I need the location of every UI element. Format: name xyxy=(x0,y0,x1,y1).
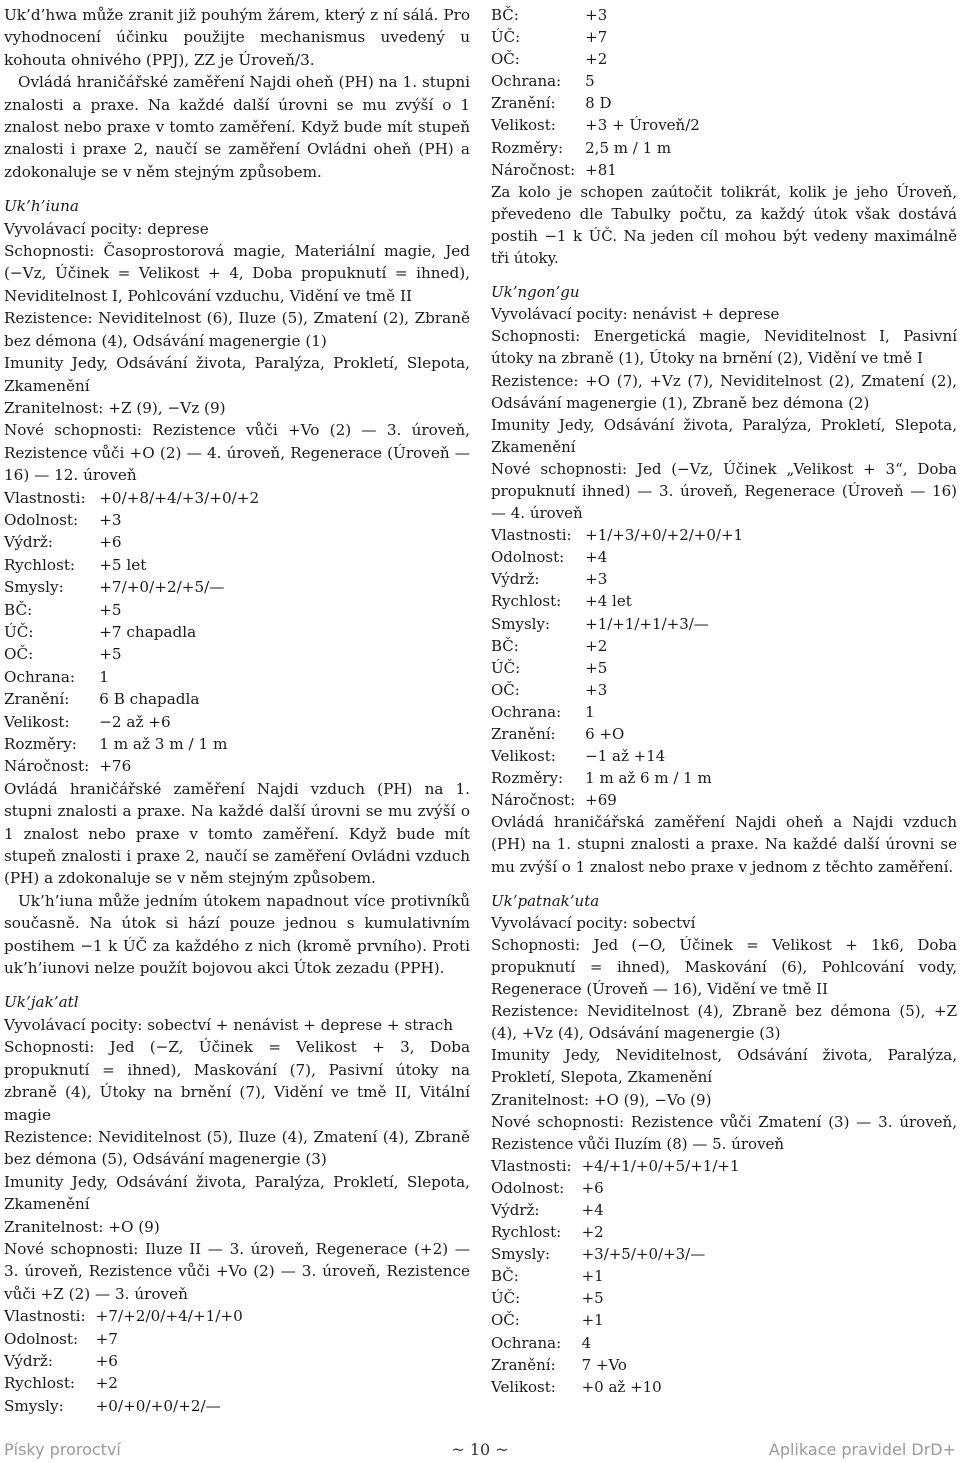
stat-row xyxy=(491,524,743,546)
stat-label: Smysly: xyxy=(4,1396,64,1415)
stat-value: 5 xyxy=(585,72,595,91)
stat-value: +1 xyxy=(581,1311,604,1330)
stat-label: Rychlost: xyxy=(491,592,562,611)
stat-row xyxy=(491,546,743,568)
stat-label: Vlastnosti: xyxy=(491,526,572,545)
stat-row xyxy=(491,70,700,92)
stat-row xyxy=(4,643,259,665)
stat-value: −2 až +6 xyxy=(99,712,171,731)
creature-line: Rezistence: Neviditelnost (5), Iluze (4), Zmatení (4), Zbraně bez démona (5), Odsávání magenergie (3) xyxy=(4,1127,470,1169)
creature-line: Vyvolávací pocity: deprese xyxy=(4,219,209,238)
stat-block xyxy=(4,1305,243,1417)
stat-row xyxy=(491,1177,740,1199)
stat-value: +5 xyxy=(585,658,608,677)
stat-value: 1 m až 6 m / 1 m xyxy=(585,769,712,788)
stat-label: Vlastnosti: xyxy=(4,1307,86,1326)
stat-label: Rozměry: xyxy=(491,769,564,788)
stat-value: +0/+8/+4/+3/+0/+2 xyxy=(99,488,260,507)
creature-line: Schopnosti: Jed (−O, Účinek = Velikost + 1k6, Doba propuknutí = ihned), Maskování (6), Pohlcování vody, Regenerace (Úroveň — 16), Vidění ve tmě II xyxy=(491,935,957,999)
stat-value: +7 chapadla xyxy=(99,622,197,641)
stat-row xyxy=(491,1332,740,1354)
stat-row xyxy=(491,1199,740,1221)
stat-value: +2 xyxy=(95,1374,118,1393)
creature-heading: Uk’patnak’uta xyxy=(491,891,600,910)
stat-row xyxy=(4,509,259,531)
stat-block xyxy=(491,1155,740,1398)
stat-row xyxy=(491,701,743,723)
stat-label: ÚČ: xyxy=(491,1289,521,1308)
stat-label: Smysly: xyxy=(491,614,550,633)
spacer xyxy=(4,979,470,991)
footer-series-title: Aplikace pravidel DrD+ xyxy=(768,1440,956,1459)
stat-row xyxy=(491,613,743,635)
stat-row xyxy=(491,92,700,114)
stat-value: +5 let xyxy=(99,555,147,574)
spacer xyxy=(4,183,470,195)
spacer xyxy=(491,878,957,890)
creature-paragraph: Za kolo je schopen zaútočit tolikrát, kolik je jeho Úroveň, převedeno dle Tabulky počtu, za každý útok však dostává postih −1 k ÚČ. Na jeden cíl mohou být vedeny maximálně tři útoky. xyxy=(491,182,957,268)
creature-paragraph: Ovládá hraničářské zaměření Najdi vzduch (PH) na 1. stupni znalosti a praxe. Na každé další úrovni se mu zvýší o 1 znalost nebo praxe v tomto zaměření. Když bude mít stupeň znalosti i praxe 2, naučí se zaměření Ovládni vzduch (PH) a zdokonaluje se v něm stejným způsobem. xyxy=(4,779,470,888)
stat-row xyxy=(491,789,743,811)
stat-value: +2 xyxy=(585,636,608,655)
stat-label: Rychlost: xyxy=(491,1223,562,1242)
creature-heading: Uk’jak’atl xyxy=(4,993,79,1012)
stat-value: +69 xyxy=(585,791,617,810)
stat-label: Zranění: xyxy=(491,1355,556,1374)
creature-line: Zranitelnost: +Z (9), −Vz (9) xyxy=(4,398,226,417)
stat-label: Náročnost: xyxy=(4,757,90,776)
stat-label: OČ: xyxy=(491,1311,520,1330)
stat-row xyxy=(491,114,700,136)
stat-label: Velikost: xyxy=(491,1377,556,1396)
creature-line: Rezistence: Neviditelnost (4), Zbraně bez démona (5), +Z (4), +Vz (4), Odsávání magenergie (3) xyxy=(491,1002,957,1043)
stat-row xyxy=(491,137,700,159)
stat-value: −1 až +14 xyxy=(585,747,666,766)
stat-row xyxy=(4,1395,243,1417)
stat-label: Ochrana: xyxy=(491,1333,562,1352)
footer-book-title: Písky proroctví xyxy=(4,1440,121,1459)
stat-block xyxy=(4,487,259,778)
stat-label: Zranění: xyxy=(491,94,556,113)
stat-row xyxy=(4,531,259,553)
right-column xyxy=(491,4,957,1398)
stat-label: Odolnost: xyxy=(491,1178,565,1197)
stat-label: Vlastnosti: xyxy=(491,1156,572,1175)
creature-paragraph: Ovládá hraničářská zaměření Najdi oheň a Najdi vzduch (PH) na 1. stupni znalosti a praxe. Na každé další úrovni se mu zvýší o 1 znalost nebo praxe v jednom z těchto zaměření. xyxy=(491,813,957,876)
stat-row xyxy=(4,1350,243,1372)
intro-paragraph: Ovládá hraničářské zaměření Najdi oheň (PH) na 1. stupni znalosti a praxe. Na každé další úrovni se mu zvýší o 1 znalost nebo praxe v tomto zaměření. Když bude mít stupeň znalosti i praxe 2, naučí se zaměření Ovládni oheň (PH) a zdokonaluje se v něm stejným způsobem. xyxy=(4,73,470,181)
creature-line: Rezistence: Neviditelnost (6), Iluze (5), Zmatení (2), Zbraně bez démona (4), Odsávání magenergie (1) xyxy=(4,309,470,350)
stat-row xyxy=(4,487,259,509)
stat-value: +1/+1/+1/+3/— xyxy=(585,614,709,633)
stat-row xyxy=(491,679,743,701)
stat-label: BČ: xyxy=(491,6,519,24)
stat-label: Rychlost: xyxy=(4,1374,76,1393)
creature-line: Schopnosti: Energetická magie, Neviditelnost I, Pasivní útoky na zbraně (1), Útoky na brnění (2), Vidění ve tmě I xyxy=(491,327,957,368)
page-footer xyxy=(0,1438,960,1463)
page-number: ~ 10 ~ xyxy=(451,1440,509,1459)
stat-value: +7/+0/+2/+5/— xyxy=(99,578,225,597)
stat-value: +3 xyxy=(99,510,122,529)
stat-value: +5 xyxy=(581,1289,604,1308)
creature-line: Nové schopnosti: Rezistence vůči Zmatení (3) — 3. úroveň, Rezistence vůči Iluzím (8) — 5. úroveň xyxy=(491,1112,957,1153)
stat-value: +4/+1/+0/+5/+1/+1 xyxy=(581,1156,740,1175)
stat-row xyxy=(491,4,700,26)
stat-value: +4 xyxy=(581,1200,604,1219)
stat-value: 4 xyxy=(581,1333,592,1352)
stat-row xyxy=(491,1155,740,1177)
stat-value: +2 xyxy=(585,50,608,69)
stat-value: +0 až +10 xyxy=(581,1377,662,1396)
stat-value: +1 xyxy=(581,1267,604,1286)
creature-paragraph: Uk’h’iuna může jedním útokem napadnout více protivníků současně. Na útok si hází pouze jednou s kumulativním postihem −1 k ÚČ za každého z nich (kromě prvního). Proti uk’h’iunovi nelze použít bojovou akci Útok zezadu (PPH). xyxy=(4,891,470,978)
stat-value: +4 let xyxy=(585,592,632,611)
stat-row xyxy=(491,1309,740,1331)
stat-value: 1 xyxy=(585,702,595,721)
stat-label: Výdrž: xyxy=(4,1351,54,1370)
stat-label: Odolnost: xyxy=(4,1329,79,1348)
stat-label: OČ: xyxy=(491,680,520,699)
stat-value: 6 B chapadla xyxy=(99,690,200,709)
stat-row xyxy=(491,635,743,657)
stat-value: +3 xyxy=(585,570,608,589)
stat-label: OČ: xyxy=(4,645,34,664)
stat-row xyxy=(491,1265,740,1287)
stat-label: Ochrana: xyxy=(4,667,76,686)
stat-row xyxy=(4,733,259,755)
stat-label: Rozměry: xyxy=(4,735,77,753)
creature-line: Schopnosti: Časoprostorová magie, Materiální magie, Jed (−Vz, Účinek = Velikost + 4, Doba propuknutí = ihned), Neviditelnost I, Pohlcování vzduchu, Vidění ve tmě II xyxy=(4,242,470,305)
stat-label: Výdrž: xyxy=(491,1200,540,1219)
creature-heading: Uk’ngon’gu xyxy=(491,283,580,302)
stat-label: ÚČ: xyxy=(491,28,521,47)
stat-label: Ochrana: xyxy=(491,702,562,721)
stat-row xyxy=(4,599,259,621)
stat-label: OČ: xyxy=(491,50,520,69)
stat-value: +6 xyxy=(95,1351,118,1370)
stat-label: Odolnost: xyxy=(491,548,565,567)
stat-label: Odolnost: xyxy=(4,510,79,529)
creature-line: Rezistence: +O (7), +Vz (7), Neviditelnost (2), Zmatení (2), Odsávání magenergie (1), Zbraně bez démona (2) xyxy=(491,371,957,412)
stat-label: Smysly: xyxy=(491,1245,550,1264)
stat-label: Náročnost: xyxy=(491,160,576,179)
stat-value: +5 xyxy=(99,645,122,664)
creature-line: Zranitelnost: +O (9), −Vo (9) xyxy=(491,1090,712,1109)
stat-value: +3/+5/+0/+3/— xyxy=(581,1245,706,1264)
stat-label: BČ: xyxy=(491,1267,519,1286)
stat-row xyxy=(491,1376,740,1398)
stat-value: 1 m až 3 m / 1 m xyxy=(99,735,228,753)
stat-row xyxy=(4,711,259,733)
stat-row xyxy=(4,755,259,777)
stat-row xyxy=(491,1287,740,1309)
stat-label: Velikost: xyxy=(491,747,556,766)
stat-row xyxy=(491,745,743,767)
stat-label: Rozměry: xyxy=(491,138,564,157)
stat-value: 2,5 m / 1 m xyxy=(585,138,672,157)
stat-label: Ochrana: xyxy=(491,72,562,91)
stat-label: Smysly: xyxy=(4,578,64,597)
stat-row xyxy=(491,1243,740,1265)
creature-line: Imunity Jedy, Odsávání života, Paralýza, Prokletí, Slepota, Zkamenění xyxy=(4,1172,470,1214)
stat-value: +76 xyxy=(99,757,132,776)
stat-row xyxy=(4,554,259,576)
stat-row xyxy=(491,1221,740,1243)
spacer xyxy=(491,269,957,281)
stat-label: Velikost: xyxy=(4,712,70,731)
intro-paragraph: Uk’d’hwa může zranit již pouhým žárem, který z ní sálá. Pro vyhodnocení účinku použijte mechanismus uvedený u kohouta ohnivého (PPJ), ZZ je Úroveň/3. xyxy=(4,6,470,69)
stat-label: ÚČ: xyxy=(491,658,521,677)
stat-row xyxy=(4,688,259,710)
stat-value: 8 D xyxy=(585,94,612,113)
stat-row xyxy=(4,1328,243,1350)
stat-value: +5 xyxy=(99,600,122,619)
stat-row xyxy=(4,1372,243,1394)
stat-value: +0/+0/+0/+2/— xyxy=(95,1396,221,1415)
stat-row xyxy=(491,26,700,48)
stat-row xyxy=(491,723,743,745)
stat-value: +3 + Úroveň/2 xyxy=(585,116,700,135)
stat-label: Zranění: xyxy=(491,725,556,743)
stat-row xyxy=(491,159,700,181)
creature-line: Nové schopnosti: Rezistence vůči +Vo (2) — 3. úroveň, Rezistence vůči +O (2) — 4. úroveň, Regenerace (Úroveň — 16) — 12. úroveň xyxy=(4,421,470,485)
creature-line: Zranitelnost: +O (9) xyxy=(4,1217,160,1236)
stat-label: Velikost: xyxy=(491,116,556,135)
stat-row xyxy=(491,48,700,70)
stat-value: +3 xyxy=(585,680,608,699)
stat-value: +7 xyxy=(585,28,608,47)
stat-block xyxy=(491,524,743,811)
stat-row xyxy=(491,568,743,590)
stat-row xyxy=(4,621,259,643)
creature-line: Vyvolávací pocity: sobectví xyxy=(491,913,696,932)
stat-label: Rychlost: xyxy=(4,555,76,574)
creature-line: Nové schopnosti: Iluze II — 3. úroveň, Regenerace (+2) — 3. úroveň, Rezistence vůči +Vo (2) — 3. úroveň, Rezistence vůči +Z (2) — 3. úroveň xyxy=(4,1239,470,1303)
stat-value: +6 xyxy=(581,1178,604,1197)
stat-value: 1 xyxy=(99,667,109,686)
stat-block xyxy=(491,4,700,181)
stat-row xyxy=(4,576,259,598)
stat-row xyxy=(4,666,259,688)
creature-line: Imunity Jedy, Odsávání života, Paralýza, Prokletí, Slepota, Zkamenění xyxy=(491,415,957,456)
stat-label: Výdrž: xyxy=(491,570,540,589)
stat-label: Vlastnosti: xyxy=(4,488,86,507)
stat-label: Zranění: xyxy=(4,690,70,709)
stat-value: 6 +O xyxy=(585,725,625,743)
stat-label: BČ: xyxy=(4,600,33,619)
stat-row xyxy=(4,1305,243,1327)
stat-value: 7 +Vo xyxy=(581,1355,627,1374)
stat-row xyxy=(491,767,743,789)
stat-value: +7/+2/0/+4/+1/+0 xyxy=(95,1307,243,1326)
stat-value: +4 xyxy=(585,548,608,567)
stat-label: Výdrž: xyxy=(4,533,54,552)
stat-value: +7 xyxy=(95,1329,118,1348)
stat-value: +81 xyxy=(585,160,617,179)
stat-value: +3 xyxy=(585,6,608,24)
stat-value: +2 xyxy=(581,1223,604,1242)
stat-row xyxy=(491,657,743,679)
creature-line: Vyvolávací pocity: sobectví + nenávist + deprese + strach xyxy=(4,1015,453,1034)
creature-line: Nové schopnosti: Jed (−Vz, Účinek „Velikost + 3“, Doba propuknutí ihned) — 3. úroveň, Regenerace (Úroveň — 16) — 4. úroveň xyxy=(491,459,957,523)
creature-line: Imunity Jedy, Neviditelnost, Odsávání života, Paralýza, Prokletí, Slepota, Zkamenění xyxy=(491,1046,957,1087)
stat-label: BČ: xyxy=(491,636,519,655)
stat-row xyxy=(491,590,743,612)
creature-line: Schopnosti: Jed (−Z, Účinek = Velikost + 3, Doba propuknutí = ihned), Maskování (7), Pasivní útoky na zbraně (4), Útoky na brnění (7), Vidění ve tmě II, Vitální magie xyxy=(4,1038,470,1124)
creature-line: Vyvolávací pocity: nenávist + deprese xyxy=(491,305,780,324)
stat-row xyxy=(491,1354,740,1376)
stat-label: Náročnost: xyxy=(491,791,576,810)
creature-line: Imunity Jedy, Odsávání života, Paralýza, Prokletí, Slepota, Zkamenění xyxy=(4,354,470,395)
creature-heading: Uk’h’iuna xyxy=(4,197,79,216)
stat-value: +1/+3/+0/+2/+0/+1 xyxy=(585,526,744,545)
stat-value: +6 xyxy=(99,533,122,552)
stat-label: ÚČ: xyxy=(4,622,34,641)
left-column xyxy=(4,4,470,1417)
